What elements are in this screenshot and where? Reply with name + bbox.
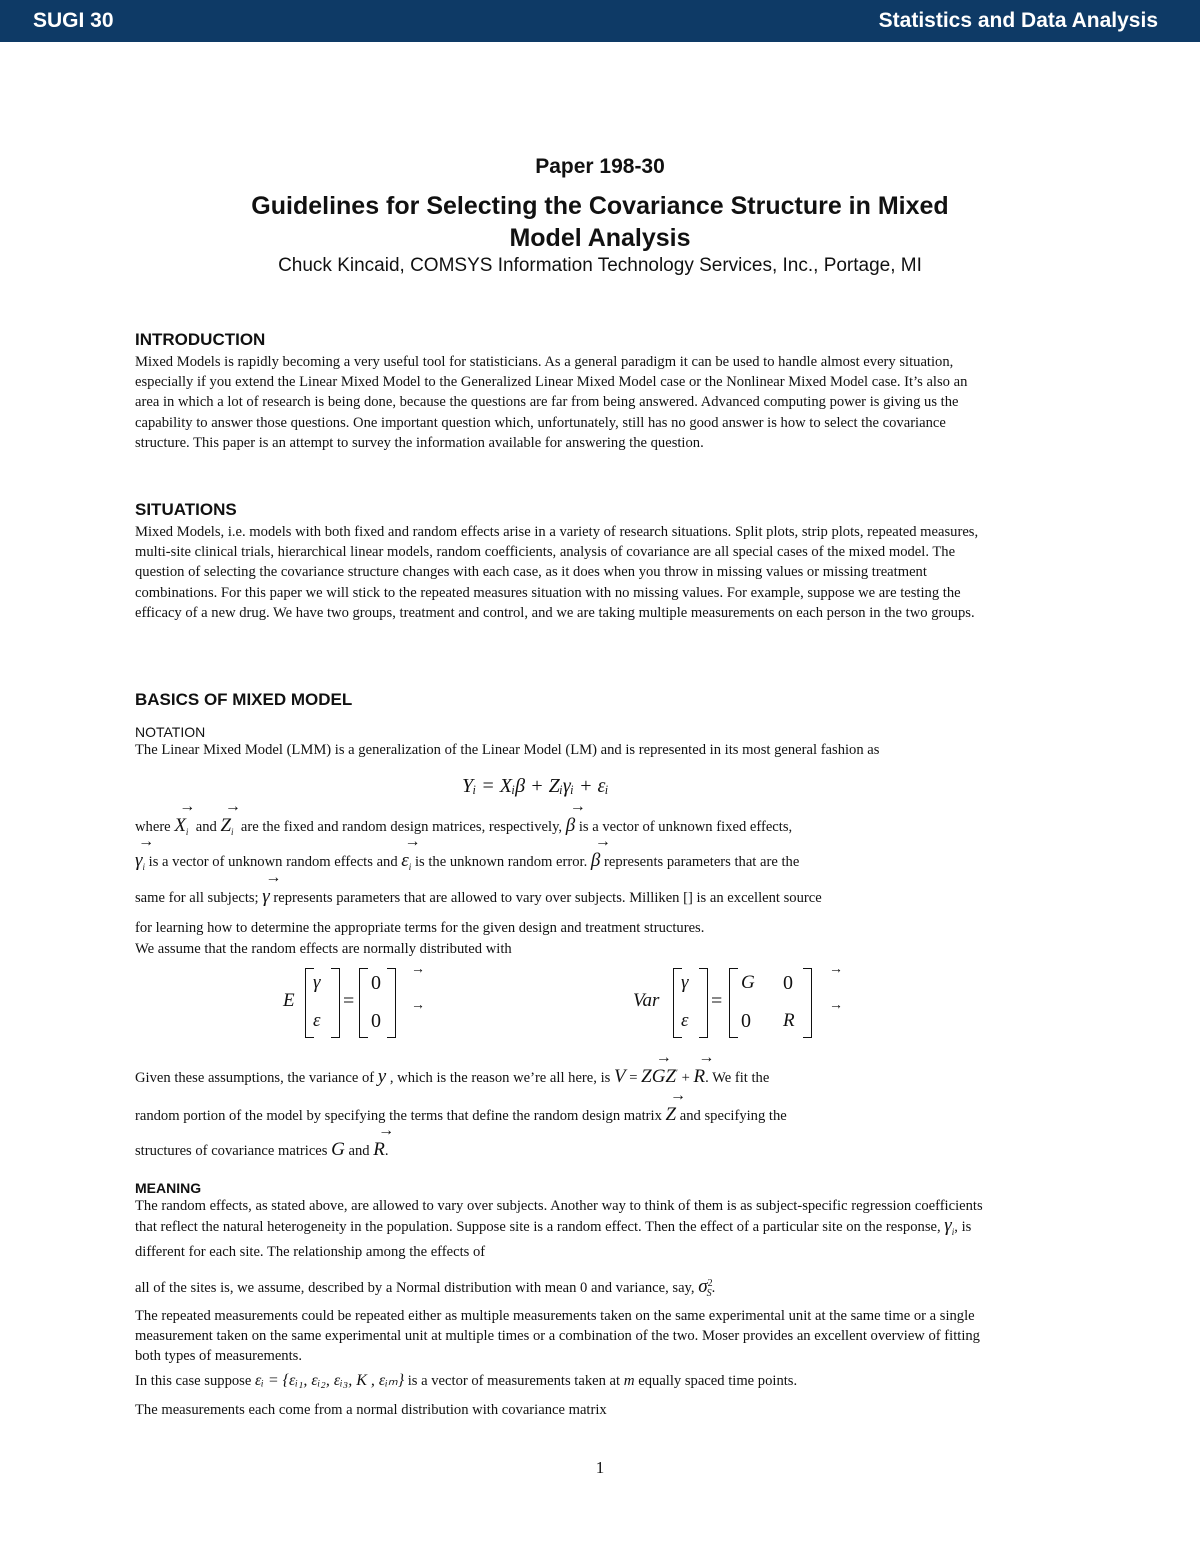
given-line-2: random portion of the model by specifying the terms that define the random design matrix Z → and specifying the <box>135 1104 787 1126</box>
where-line-4: for learning how to determine the appropriate terms for the given design and treatment structures. <box>135 920 705 936</box>
meaning-heading: MEANING <box>135 1180 202 1196</box>
variance-matrix: Var γ ε = G 0 0 R → → <box>633 968 853 1043</box>
title-line-1: Guidelines for Selecting the Covariance Structure in Mixed <box>251 192 949 220</box>
repeated-section <box>135 1306 985 1367</box>
given-line-3: structures of covariance matrices G and R →. <box>135 1139 389 1161</box>
situations-heading: SITUATIONS <box>135 500 237 519</box>
meaning-line-variance: all of the sites is, we assume, described by a Normal distribution with mean 0 and variance, say, $\sigma^2_S$. <box>135 1276 716 1299</box>
where-line-2: $\gamma \to_i$ is a vector of unknown random effects and $\varepsilon \to_i$ is the unknown random error. β → represents parameters that are the <box>135 850 799 872</box>
section-label: Statistics and Data Analysis <box>878 9 1158 32</box>
paper-number: Paper 198-30 <box>535 155 665 178</box>
intro-text: Mixed Models is rapidly becoming a very useful tool for statisticians. As a general paradigm it can be used to handle almost every situation, especially if you extend the Linear Mixed Model to the Generalized Linear Mixed Model case or the Nonlinear Mixed Model case. It’s also an area in which a lot of research is being done, because the questions are far from being answered. Advanced computing power is giving us the capability to answer those questions. One important question which, unfortunately, still has no good answer is how to select the covariance structure. This paper is an attempt to survey the information available for answering the question. <box>135 354 968 451</box>
where-line-1: where $X \to_i$ and $Z \to_i$ are the fixed and random design matrices, respectively, β → is a vector of unknown fixed effects, <box>135 815 792 837</box>
situations-section <box>135 500 985 623</box>
meaning-section <box>135 1180 985 1263</box>
model-equation: Yᵢ = Xᵢβ + Zᵢγᵢ + εᵢ <box>462 775 609 797</box>
intro-heading: INTRODUCTION <box>135 330 266 349</box>
meaning-text: The random effects, as stated above, are allowed to vary over subjects. Another way to think of them is as subject-specific regression coefficients that reflect the natural heterogeneity in the population. Suppose site is a random effect. Then the effect of a particular site on the response, $\gamma_i$, is different for each site. The relationship among the effects of <box>135 1198 983 1261</box>
header-banner <box>0 0 1200 42</box>
conference-label: SUGI 30 <box>33 9 114 32</box>
expectation-matrix: E γ ε = 0 0 → → <box>283 968 483 1043</box>
case-line: In this case suppose εᵢ = {εᵢ₁, εᵢ₂, εᵢ₃, K , εᵢₘ} is a vector of measurements taken at m equally spaced time points. <box>135 1372 798 1389</box>
intro-section <box>135 330 985 453</box>
basics-heading: BASICS OF MIXED MODEL <box>135 690 353 709</box>
title-line-2: Model Analysis <box>509 224 691 252</box>
authors: Chuck Kincaid, COMSYS Information Technology Services, Inc., Portage, MI <box>278 255 922 276</box>
where-line-3: same for all subjects; γ → represents parameters that are allowed to vary over subjects. Milliken [] is an excellent source <box>135 886 822 908</box>
paper-title <box>0 190 1200 254</box>
basics-section <box>135 690 985 760</box>
notation-heading: NOTATION <box>135 724 206 740</box>
repeated-text: The repeated measurements could be repeated either as multiple measurements taken on the same experimental unit at the same time or a single measurement taken on the same experimental unit at multiple times or a combination of the two. Moser provides an excellent overview of fitting both types of measurements. <box>135 1308 980 1365</box>
last-line: The measurements each come from a normal distribution with covariance matrix <box>135 1402 607 1418</box>
given-line-1: Given these assumptions, the variance of y , which is the reason we’re all here, is V = ZGZ →′ + R →. We fit the <box>135 1066 769 1088</box>
situations-text: Mixed Models, i.e. models with both fixed and random effects arise in a variety of research situations. Split plots, strip plots, repeated measures, multi-site clinical trials, hierarchical linear models, random coefficients, analysis of covariance are all special cases of the mixed model. The question of selecting the covariance structure changes with each case, as it does when you throw in missing values or missing treatment combinations. For this paper we will stick to the repeated measures situation with no missing values. For example, suppose we are testing the efficacy of a new drug. We have two groups, treatment and control, and we are taking multiple measurements on each person in the two groups. <box>135 524 979 621</box>
assume-line: We assume that the random effects are normally distributed with <box>135 941 512 957</box>
page-number: 1 <box>595 1458 605 1477</box>
notation-text: The Linear Mixed Model (LMM) is a generalization of the Linear Model (LM) and is represented in its most general fashion as <box>135 742 880 758</box>
